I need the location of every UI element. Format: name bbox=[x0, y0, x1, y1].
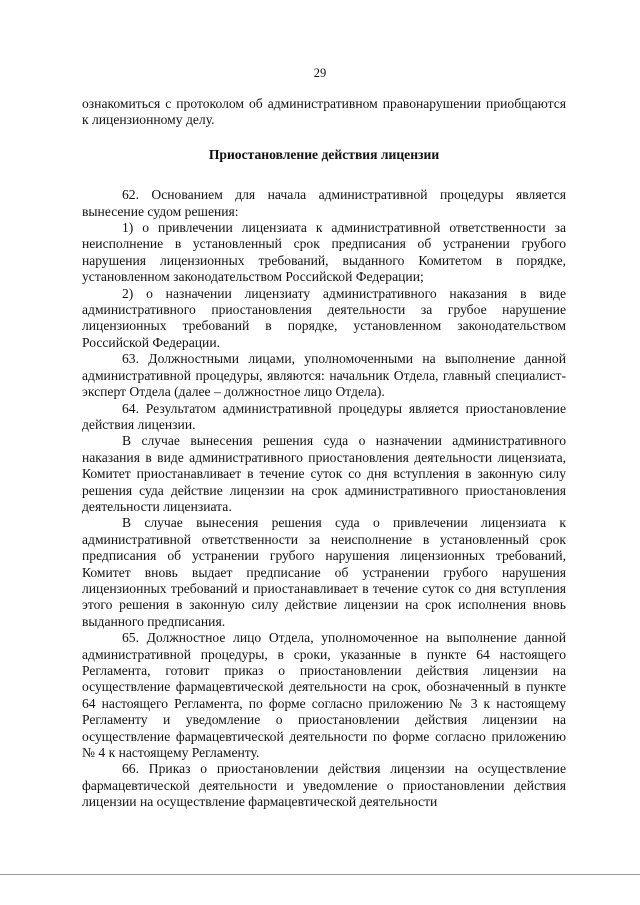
paragraph-continuation: ознакомиться с протоколом об административном правонарушении приобщаются к лицензионному делу. bbox=[82, 96, 566, 128]
paragraph-65: 65. Должностное лицо Отдела, уполномоченное на выполнение данной административной процедуры, в сроки, указанные в пункте 64 настоящего Регламента, готовит приказ о приостановлении действия лицензии на осуществление фармацевтической деятельности на срок, обозначенный в пункте 64 настоящего Регламента, по форме согласно приложению № 3 к настоящему Регламенту и уведомление о приостановлении действия лицензии на осуществление фармацевтической деятельности по форме согласно приложению № 4 к настоящему Регламенту. bbox=[82, 630, 566, 761]
paragraph-62-item-1: 1) о привлечении лицензиата к административной ответственности за неисполнение в установленный срок предписания об устранении грубого нарушения лицензионных требований, выданного Комитетом в порядке, установленном законодательством Российской Федерации; bbox=[82, 220, 566, 285]
paragraph-64-case-1: В случае вынесения решения суда о назначении административного наказания в виде административного приостановления деятельности лицензиата, Комитет приостанавливает в течение суток со дня вступления в законную силу решения суда действие лицензии на срок административного приостановления деятельности лицензиата. bbox=[82, 433, 566, 514]
document-body bbox=[82, 96, 566, 811]
paragraph-64-case-2: В случае вынесения решения суда о привлечении лицензиата к административной ответственности за неисполнение в установленный срок предписания об устранении грубого нарушения лицензионных требований, Комитет вновь выдает предписание об устранении грубого нарушения лицензионных требований и приостанавливает в течение суток со дня вступления этого решения в законную силу действие лицензии на срок исполнения вновь выданного предписания. bbox=[82, 515, 566, 629]
paragraph-62-item-2: 2) о назначении лицензиату административного наказания в виде административного приостановления деятельности за грубое нарушение лицензионных требований в порядке, установленном законодательством Российской Федерации. bbox=[82, 285, 566, 350]
page-number: 29 bbox=[313, 66, 327, 80]
paragraph-62: 62. Основанием для начала административной процедуры является вынесение судом решения: bbox=[82, 187, 566, 219]
paragraph-64: 64. Результатом административной процедуры является приостановление действия лицензии. bbox=[82, 400, 566, 432]
page-bottom-divider bbox=[0, 874, 640, 875]
section-heading: Приостановление действия лицензии bbox=[208, 146, 440, 162]
paragraph-66: 66. Приказ о приостановлении действия лицензии на осуществление фармацевтической деятельности и уведомление о приостановлении действия лицензии на осуществление фармацевтической деятельности bbox=[82, 761, 566, 810]
paragraph-63: 63. Должностными лицами, уполномоченными на выполнение данной административной процедуры, являются: начальник Отдела, главный специалист-эксперт Отдела (далее – должностное лицо Отдела). bbox=[82, 351, 566, 400]
